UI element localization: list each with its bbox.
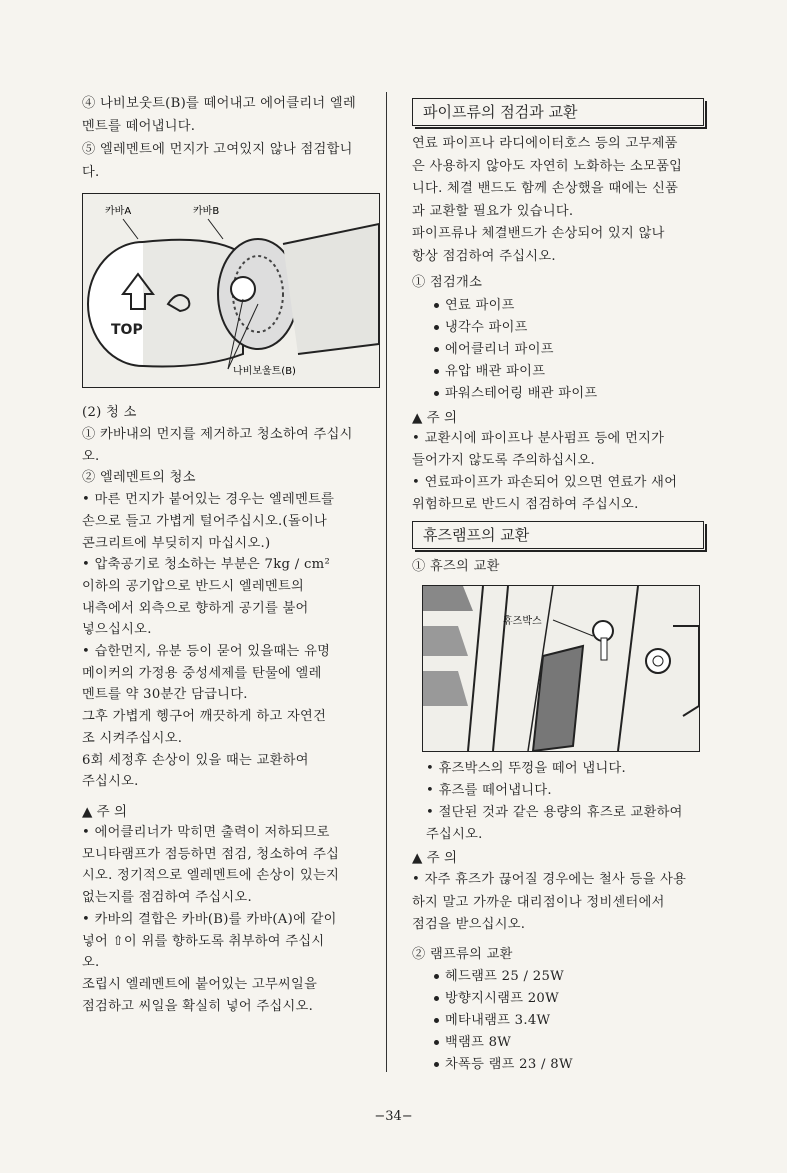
fuse-box-label: 휴즈박스 — [503, 616, 542, 627]
check-item-text: 에어클리너 파이프 — [445, 342, 554, 357]
cleaning-line: 멘트를 약 30분간 담급니다. — [82, 687, 248, 703]
caution-line: • 카바의 결합은 카바(B)를 카바(A)에 같이 — [82, 911, 337, 927]
fuse-step: • 절단된 것과 같은 용량의 휴즈로 교환하여 — [426, 805, 683, 820]
cleaning-line: 이하의 공기압으로 반드시 엘레멘트의 — [82, 578, 305, 594]
caution-line: • 교환시에 파이프나 분사펌프 등에 먼지가 — [412, 431, 665, 446]
bullet-dot — [434, 303, 439, 308]
caution-line: • 에어클리너가 막히면 출력이 저하되므로 — [82, 825, 330, 840]
fuse-step: • 휴즈박스의 뚜껑을 떼어 냅니다. — [426, 761, 627, 776]
bullet-dot — [434, 1018, 439, 1023]
cleaning-line: ② 엘레멘트의 청소 — [82, 470, 196, 486]
cleaning-line: 콘크리트에 부딪히지 마십시오.) — [82, 535, 271, 551]
fuse-box-illustration — [423, 586, 699, 751]
right-caution-title-2: ▲ 주 의 — [412, 850, 458, 866]
pipe-text-line: 연료 파이프나 라디에이터호스 등의 고무제품 — [412, 136, 678, 151]
cleaning-line: • 마른 먼지가 붙어있는 경우는 엘레멘트를 — [82, 492, 335, 508]
caution-line: 하지 말고 가까운 대리점이나 정비센터에서 — [412, 894, 665, 910]
cover-a-label: 카바A — [105, 206, 132, 217]
check-item — [434, 383, 597, 405]
fuse-step: • 휴즈를 떼어냅니다. — [426, 783, 552, 798]
column-divider — [386, 92, 387, 1072]
check-item — [434, 295, 515, 317]
pipe-text-line: 파이프류나 체결밴드가 손상되어 있지 않나 — [412, 226, 665, 241]
instruction-line: 멘트를 떼어냅니다. — [82, 119, 196, 134]
lamp-item — [434, 1010, 550, 1032]
bullet-dot — [434, 391, 439, 396]
bullet-dot — [434, 1062, 439, 1067]
instruction-line: ⑤ 엘레멘트에 먼지가 고여있지 않나 점검합니 — [82, 142, 353, 157]
lamp-item-text: 방향지시램프 20W — [445, 991, 559, 1006]
air-cleaner-figure — [82, 193, 380, 388]
pipe-text-line: 항상 점검하여 주십시오. — [412, 248, 556, 264]
lamp-item-text: 차폭등 램프 23 / 8W — [445, 1057, 573, 1072]
check-item — [434, 339, 554, 361]
cleaning-line: ① 카바내의 먼지를 제거하고 청소하여 주십시 — [82, 427, 353, 442]
check-item-text: 파워스테어링 배관 파이프 — [445, 386, 598, 401]
caution-line: • 자주 휴즈가 끊어질 경우에는 철사 등을 사용 — [412, 872, 687, 887]
bullet-dot — [434, 996, 439, 1001]
lamp-item — [434, 1054, 573, 1076]
instruction-line: ④ 나비보웃트(B)를 떼어내고 에어클리너 엘레 — [82, 96, 356, 111]
caution-line: 들어가지 않도록 주의하십시오. — [412, 453, 595, 468]
caution-line: 넣어 ⇧이 위를 향하도록 취부하여 주십시 — [82, 933, 325, 949]
lamp-item-text: 메타내램프 3.4W — [445, 1013, 551, 1028]
cleaning-line: 넣으십시오. — [82, 622, 152, 638]
right-caution-title-1: ▲ 주 의 — [412, 410, 458, 426]
cleaning-line: 메이커의 가정용 중성세제를 탄물에 엘레 — [82, 665, 322, 681]
cleaning-line: • 습한먼지, 유분 등이 묻어 있을때는 유명 — [82, 644, 331, 659]
lamp-item-text: 백램프 8W — [445, 1035, 512, 1050]
fuse-replace-heading: ① 휴즈의 교환 — [412, 559, 500, 574]
lamp-item-text: 헤드램프 25 / 25W — [445, 969, 564, 984]
cleaning-line: 조 시켜주십시오. — [82, 730, 183, 746]
check-item-text: 냉각수 파이프 — [445, 320, 528, 335]
check-points-heading: ① 점검개소 — [412, 275, 483, 290]
caution-line: 오. — [82, 955, 100, 971]
bullet-dot — [434, 347, 439, 352]
section-clean-heading: (2) 청 소 — [82, 405, 137, 420]
lamp-item — [434, 988, 559, 1010]
caution-line: 점검을 받으십시오. — [412, 917, 526, 932]
caution-line: 없는지를 점검하여 주십시오. — [82, 890, 252, 906]
cleaning-line: 6회 세정후 손상이 있을 때는 교환하여 — [82, 752, 309, 768]
pipe-text-line: 니다. 체결 밴드도 함께 손상했을 때에는 신품 — [412, 181, 679, 196]
lamp-replace-heading: ② 램프류의 교환 — [412, 947, 513, 962]
lamp-item — [434, 1032, 511, 1054]
caution-line: 시오. 정기적으로 엘레멘트에 손상이 있는지 — [82, 868, 340, 884]
fuse-section-title-text: 휴즈램프의 교환 — [423, 526, 530, 544]
bullet-dot — [434, 1040, 439, 1045]
caution-line: 점검하고 씨일을 확실히 넣어 주십시오. — [82, 998, 314, 1014]
pipe-section-title-text: 파이프류의 점검과 교환 — [423, 103, 578, 121]
page-number: −34− — [374, 1109, 413, 1124]
top-mark: TOP — [111, 322, 143, 338]
nut-b-label: 나비보울트(B) — [233, 366, 296, 377]
caution-line: 조립시 엘레멘트에 붙어있는 고무씨일을 — [82, 976, 318, 992]
bullet-dot — [434, 325, 439, 330]
pipe-section-title — [412, 98, 704, 126]
check-item-text: 유압 배관 파이프 — [445, 364, 546, 379]
caution-line: 모니타램프가 점등하면 점검, 청소하여 주십 — [82, 846, 340, 862]
cleaning-line: 손으로 들고 가볍게 털어주십시오.(돌이나 — [82, 513, 328, 529]
cleaning-line: 오. — [82, 448, 100, 464]
check-item — [434, 317, 528, 339]
pipe-text-line: 은 사용하지 않아도 자연히 노화하는 소모품입 — [412, 158, 683, 174]
cover-b-label: 카바B — [193, 206, 220, 217]
cleaning-line: 내측에서 외측으로 향하게 공기를 불어 — [82, 600, 309, 616]
fuse-section-title — [412, 521, 704, 549]
lamp-item — [434, 966, 564, 988]
cleaning-line: • 압축공기로 청소하는 부분은 7kg / cm² — [82, 557, 331, 573]
pipe-text-line: 과 교환할 필요가 있습니다. — [412, 203, 574, 219]
check-item — [434, 361, 545, 383]
cleaning-line: 주십시오. — [82, 774, 139, 790]
fuse-step: 주십시오. — [426, 827, 483, 842]
caution-line: • 연료파이프가 파손되어 있으면 연료가 새어 — [412, 475, 678, 490]
cleaning-line: 그후 가볍게 헹구어 깨끗하게 하고 자연건 — [82, 709, 327, 725]
bullet-dot — [434, 369, 439, 374]
fuse-box-figure — [422, 585, 700, 752]
bullet-dot — [434, 974, 439, 979]
check-item-text: 연료 파이프 — [445, 298, 515, 313]
left-caution-title: ▲ 주 의 — [82, 804, 128, 820]
caution-line: 위험하므로 반드시 점검하여 주십시오. — [412, 497, 639, 512]
instruction-line: 다. — [82, 165, 100, 180]
air-cleaner-illustration — [83, 194, 379, 387]
